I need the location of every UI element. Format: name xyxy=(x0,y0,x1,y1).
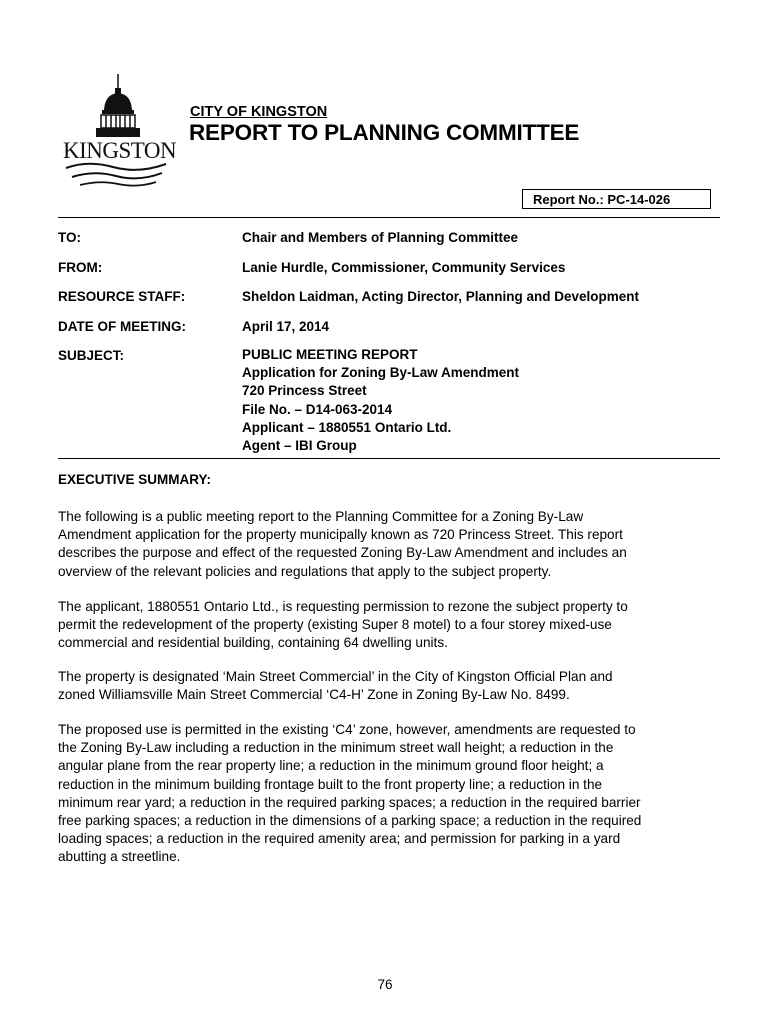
paragraph-line: commercial and residential building, containing 64 dwelling units. xyxy=(58,635,448,651)
header-divider xyxy=(58,217,720,218)
summary-paragraph xyxy=(58,598,730,653)
paragraph-line: free parking spaces; a reduction in the dimensions of a parking space; a reduction in the required xyxy=(58,813,642,829)
subject-line: Applicant – 1880551 Ontario Ltd. xyxy=(242,419,452,435)
paragraph-line: loading spaces; a reduction in the required amenity area; and permission for parking in a yard xyxy=(58,831,621,847)
paragraph-line: describes the purpose and effect of the requested Zoning By-Law Amendment and includes an xyxy=(58,545,627,561)
paragraph-line: the Zoning By-Law including a reduction in the minimum street wall height; a reduction in the xyxy=(58,740,614,756)
subject-line: Application for Zoning By-Law Amendment xyxy=(242,365,519,381)
paragraph-line: minimum rear yard; a reduction in the required parking spaces; a reduction in the required barrier xyxy=(58,794,641,810)
paragraph-line: reduction in the minimum building frontage built to the front property line; a reduction in the xyxy=(58,776,603,792)
subject-line: Agent – IBI Group xyxy=(242,438,357,454)
organization-name: CITY OF KINGSTON xyxy=(190,104,328,120)
date-of-meeting-value: April 17, 2014 xyxy=(242,319,330,334)
paragraph-line: permit the redevelopment of the property (existing Super 8 motel) to a four storey mixed-use xyxy=(58,617,612,633)
paragraph-line: The proposed use is permitted in the existing ‘C4’ zone, however, amendments are requested to xyxy=(58,722,636,737)
paragraph-line: The property is designated ‘Main Street Commercial’ in the City of Kingston Official Plan and xyxy=(58,669,613,684)
logo-wordmark: KINGSTON xyxy=(63,138,177,163)
summary-paragraph xyxy=(58,721,730,867)
report-number-box: Report No.: PC-14-026 xyxy=(522,189,711,209)
summary-paragraph xyxy=(58,668,730,704)
paragraph-line: zoned Williamsville Main Street Commercial ‘C4-H’ Zone in Zoning By-Law No. 8499. xyxy=(58,687,570,703)
date-of-meeting-label: DATE OF MEETING: xyxy=(58,319,186,334)
subject-line: 720 Princess Street xyxy=(242,383,367,399)
to-value: Chair and Members of Planning Committee xyxy=(242,230,519,245)
subject-divider xyxy=(58,458,720,459)
subject-value xyxy=(242,346,519,455)
resource-staff-value: Sheldon Laidman, Acting Director, Planning and Development xyxy=(242,289,640,304)
paragraph-line: Amendment application for the property municipally known as 720 Princess Street. This report xyxy=(58,527,623,543)
paragraph-line: The applicant, 1880551 Ontario Ltd., is requesting permission to rezone the subject property to xyxy=(58,599,628,614)
subject-label: SUBJECT: xyxy=(58,348,125,363)
from-label: FROM: xyxy=(58,260,103,275)
resource-staff-label: RESOURCE STAFF: xyxy=(58,289,186,304)
paragraph-line: angular plane from the rear property line; a reduction in the minimum ground floor height; a xyxy=(58,758,604,774)
paragraph-line: abutting a streetline. xyxy=(58,849,181,865)
from-value: Lanie Hurdle, Commissioner, Community Services xyxy=(242,260,566,275)
subject-line: PUBLIC MEETING REPORT xyxy=(242,347,418,362)
report-title: REPORT TO PLANNING COMMITTEE xyxy=(189,120,580,145)
paragraph-line: overview of the relevant policies and regulations that apply to the subject property. xyxy=(58,563,552,579)
city-hall-dome-icon xyxy=(58,74,178,190)
city-logo xyxy=(58,74,178,190)
summary-paragraph xyxy=(58,508,730,581)
subject-line: File No. – D14-063-2014 xyxy=(242,401,393,417)
page-number: 76 xyxy=(377,977,393,992)
paragraph-line: The following is a public meeting report to the Planning Committee for a Zoning By-Law xyxy=(58,509,584,524)
to-label: TO: xyxy=(58,230,81,245)
executive-summary-heading: EXECUTIVE SUMMARY: xyxy=(58,472,212,487)
